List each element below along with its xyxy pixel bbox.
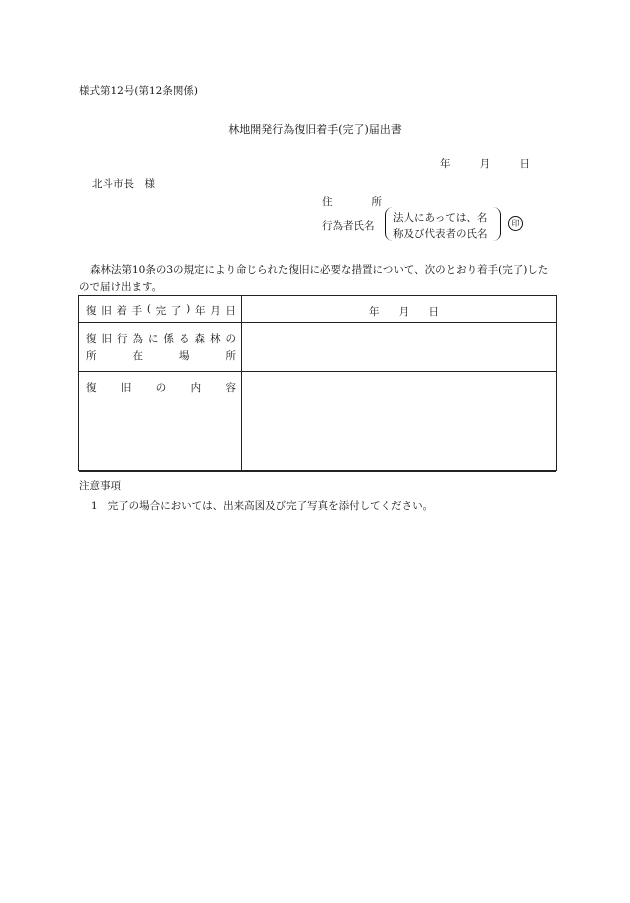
seal-mark: 印: [508, 216, 523, 231]
label-char: 手: [131, 305, 143, 317]
month-label: 月: [479, 158, 491, 170]
corporate-note-line-2: 称及び代表者の氏名: [393, 228, 488, 240]
label-char: 年: [194, 305, 206, 317]
label-char: ): [186, 303, 191, 315]
label-char: 容: [225, 382, 236, 394]
label-char: 日: [225, 305, 236, 317]
label-char: に: [148, 333, 159, 345]
label-char: 内: [190, 382, 202, 394]
label-char: 復: [86, 382, 97, 394]
notification-table: [78, 295, 557, 471]
label-char: る: [179, 333, 190, 345]
body-text: 森林法第10条の3の規定により命じられた復旧に必要な措置について、次のとおり着手(完了)したので届け出ます。: [79, 264, 549, 293]
address-label-char-2: 所: [371, 196, 382, 208]
form-number: 様式第12号(第12条関係): [79, 85, 198, 97]
note-number: 1: [91, 500, 98, 512]
day-label: 日: [519, 158, 530, 170]
label-char: 所: [86, 350, 97, 362]
address-label-char-1: 住: [322, 196, 333, 208]
table-row-contents: [79, 372, 556, 472]
label-char: 旧: [101, 333, 112, 345]
note-item: [91, 498, 433, 513]
start-date-label: [86, 303, 236, 318]
table-row-start-date: [79, 296, 556, 323]
label-char: 森: [194, 333, 205, 345]
label-char: 林: [210, 333, 221, 345]
label-char: 在: [132, 350, 143, 362]
label-char: 係: [163, 333, 174, 345]
address-label: [322, 194, 382, 209]
addressee: 北斗市長 様: [92, 178, 155, 190]
submission-date: [440, 156, 530, 171]
label-char: 旧: [101, 305, 112, 317]
location-label-line-2: [86, 348, 236, 363]
day-label: 日: [428, 306, 439, 318]
start-date-value[interactable]: [369, 304, 439, 319]
table-row-location: [79, 323, 556, 372]
label-char: 了: [170, 305, 182, 317]
label-char: の: [225, 333, 236, 345]
note-text: 完了の場合においては、出来高図及び完了写真を添付してください。: [107, 500, 434, 512]
label-char: 完: [155, 305, 167, 317]
corporate-note-line-1: 法人にあっては、名: [393, 212, 488, 224]
label-char: 行: [117, 333, 128, 345]
actor-name-label: 行為者氏名: [322, 220, 375, 232]
label-char: (: [146, 303, 151, 315]
year-label: 年: [440, 158, 451, 170]
label-char: 旧: [120, 382, 132, 394]
label-char: 復: [86, 333, 97, 345]
label-char: 場: [179, 350, 190, 362]
location-label-line-1: [86, 331, 236, 346]
label-char: 月: [210, 305, 221, 317]
year-label: 年: [369, 306, 380, 318]
label-char: 復: [86, 305, 97, 317]
table-column-divider: [241, 296, 242, 470]
notes-heading: 注意事項: [79, 480, 121, 492]
label-char: の: [155, 382, 167, 394]
label-char: 着: [116, 305, 127, 317]
month-label: 月: [398, 306, 410, 318]
label-char: 為: [132, 333, 143, 345]
contents-label: [86, 380, 236, 395]
label-char: 所: [225, 350, 236, 362]
document-title: 林地開発行為復旧着手(完了)届出書: [228, 123, 402, 136]
